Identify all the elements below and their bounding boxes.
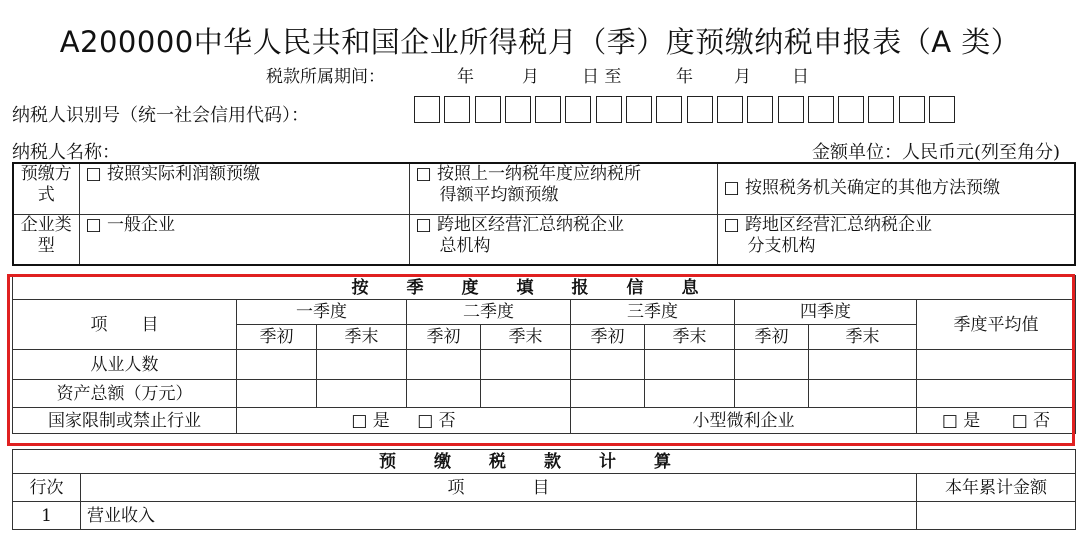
id-digit-box[interactable]	[747, 96, 773, 123]
period-end-year[interactable]: 年	[676, 67, 693, 87]
assets-cell[interactable]	[735, 380, 809, 408]
tax-calculation-header: 预缴税款计算	[13, 450, 1076, 474]
option-average-line2: 得额平均额预缴	[439, 185, 559, 205]
period-label: 税款所属期间：	[266, 67, 385, 87]
assets-cell[interactable]	[317, 380, 407, 408]
id-digit-box[interactable]	[778, 96, 804, 123]
q1-header: 一季度	[237, 300, 407, 325]
option-average-line1: □ 按照上一纳税年度应纳税所	[415, 164, 641, 184]
q2-header: 二季度	[407, 300, 571, 325]
id-digit-box[interactable]	[535, 96, 561, 123]
item-column-header: 项 目	[13, 300, 237, 350]
id-digit-box[interactable]	[838, 96, 864, 123]
period-end-month[interactable]: 月	[734, 67, 751, 87]
enterprise-type-option-general[interactable]: □ 一般企业	[79, 214, 409, 265]
employees-cell[interactable]	[407, 350, 481, 380]
period-end-day[interactable]: 日	[792, 67, 809, 87]
id-digit-box[interactable]	[414, 96, 440, 123]
small-enterprise-label: 小型微利企业	[571, 408, 917, 434]
small-enterprise-options	[917, 408, 1076, 434]
id-digit-box[interactable]	[596, 96, 622, 123]
assets-cell[interactable]	[645, 380, 735, 408]
q4-header: 四季度	[735, 300, 917, 325]
employees-cell[interactable]	[317, 350, 407, 380]
small-yes-checkbox[interactable]: □ 是	[941, 410, 981, 431]
prepay-method-option-actual[interactable]: □ 按照实际利润额预缴	[79, 163, 409, 214]
option-branch-line2: 分支机构	[747, 235, 816, 256]
method-type-table	[12, 162, 1076, 266]
id-digit-box[interactable]	[475, 96, 501, 123]
restricted-yes-checkbox[interactable]: □ 是	[351, 410, 390, 431]
id-digit-box[interactable]	[505, 96, 531, 123]
enterprise-type-option-head[interactable]	[409, 214, 717, 265]
restricted-no-checkbox[interactable]: □ 否	[417, 410, 456, 431]
total-assets-label: 资产总额（万元）	[13, 380, 237, 408]
prepay-method-option-average[interactable]	[409, 163, 717, 214]
small-no-checkbox[interactable]: □ 否	[1011, 410, 1051, 431]
q2-start-header: 季初	[407, 325, 481, 350]
taxpayer-id-boxes[interactable]	[414, 96, 959, 125]
period-start-day[interactable]: 日 至	[582, 67, 622, 87]
quarter-info-table	[12, 275, 1076, 434]
option-head-line2: 总机构	[439, 235, 491, 256]
taxpayer-name-label: 纳税人名称：	[12, 142, 120, 163]
q3-start-header: 季初	[571, 325, 645, 350]
q4-end-header: 季末	[809, 325, 917, 350]
q3-header: 三季度	[571, 300, 735, 325]
quarter-average-header: 季度平均值	[917, 300, 1076, 350]
employees-cell[interactable]	[481, 350, 571, 380]
employees-cell[interactable]	[645, 350, 735, 380]
employees-cell[interactable]	[809, 350, 917, 380]
option-branch-line1: □ 跨地区经营汇总纳税企业	[723, 214, 932, 235]
quarter-info-header: 按季度填报信息	[13, 276, 1076, 300]
id-digit-box[interactable]	[444, 96, 470, 123]
assets-cell[interactable]	[237, 380, 317, 408]
employees-cell[interactable]	[917, 350, 1076, 380]
period-start-year[interactable]: 年	[457, 67, 474, 87]
q2-end-header: 季末	[481, 325, 571, 350]
assets-cell[interactable]	[571, 380, 645, 408]
tax-calculation-table	[12, 449, 1076, 530]
assets-cell[interactable]	[809, 380, 917, 408]
employees-cell[interactable]	[237, 350, 317, 380]
row-number: 1	[13, 502, 81, 530]
id-digit-box[interactable]	[565, 96, 591, 123]
amount-unit: 金额单位：人民币元(列至角分)	[811, 142, 1060, 163]
prepay-method-label: 预缴方式	[13, 163, 79, 214]
employees-cell[interactable]	[735, 350, 809, 380]
option-head-line1: □ 跨地区经营汇总纳税企业	[415, 214, 624, 235]
period-start-month[interactable]: 月	[522, 67, 539, 87]
id-digit-box[interactable]	[808, 96, 834, 123]
enterprise-type-label: 企业类型	[13, 214, 79, 265]
row-no-header: 行次	[13, 474, 81, 502]
q1-start-header: 季初	[237, 325, 317, 350]
form-title: A200000中华人民共和国企业所得税月（季）度预缴纳税申报表（A 类）	[59, 25, 1021, 59]
id-digit-box[interactable]	[868, 96, 894, 123]
ytd-amount-header: 本年累计金额	[917, 474, 1076, 502]
employees-label: 从业人数	[13, 350, 237, 380]
restricted-industry-label: 国家限制或禁止行业	[13, 408, 237, 434]
row-item-revenue: 营业收入	[81, 502, 917, 530]
assets-cell[interactable]	[481, 380, 571, 408]
id-digit-box[interactable]	[687, 96, 713, 123]
id-digit-box[interactable]	[929, 96, 955, 123]
q4-start-header: 季初	[735, 325, 809, 350]
q1-end-header: 季末	[317, 325, 407, 350]
id-digit-box[interactable]	[626, 96, 652, 123]
assets-cell[interactable]	[917, 380, 1076, 408]
restricted-industry-options	[237, 408, 571, 434]
calc-item-header: 项 目	[81, 474, 917, 502]
taxpayer-id-label: 纳税人识别号（统一社会信用代码）：	[12, 105, 309, 126]
q3-end-header: 季末	[645, 325, 735, 350]
assets-cell[interactable]	[407, 380, 481, 408]
id-digit-box[interactable]	[717, 96, 743, 123]
employees-cell[interactable]	[571, 350, 645, 380]
ytd-amount-cell[interactable]	[917, 502, 1076, 530]
id-digit-box[interactable]	[899, 96, 925, 123]
id-digit-box[interactable]	[656, 96, 682, 123]
prepay-method-option-other[interactable]: □ 按照税务机关确定的其他方法预缴	[717, 163, 1075, 214]
enterprise-type-option-branch[interactable]	[717, 214, 1075, 265]
